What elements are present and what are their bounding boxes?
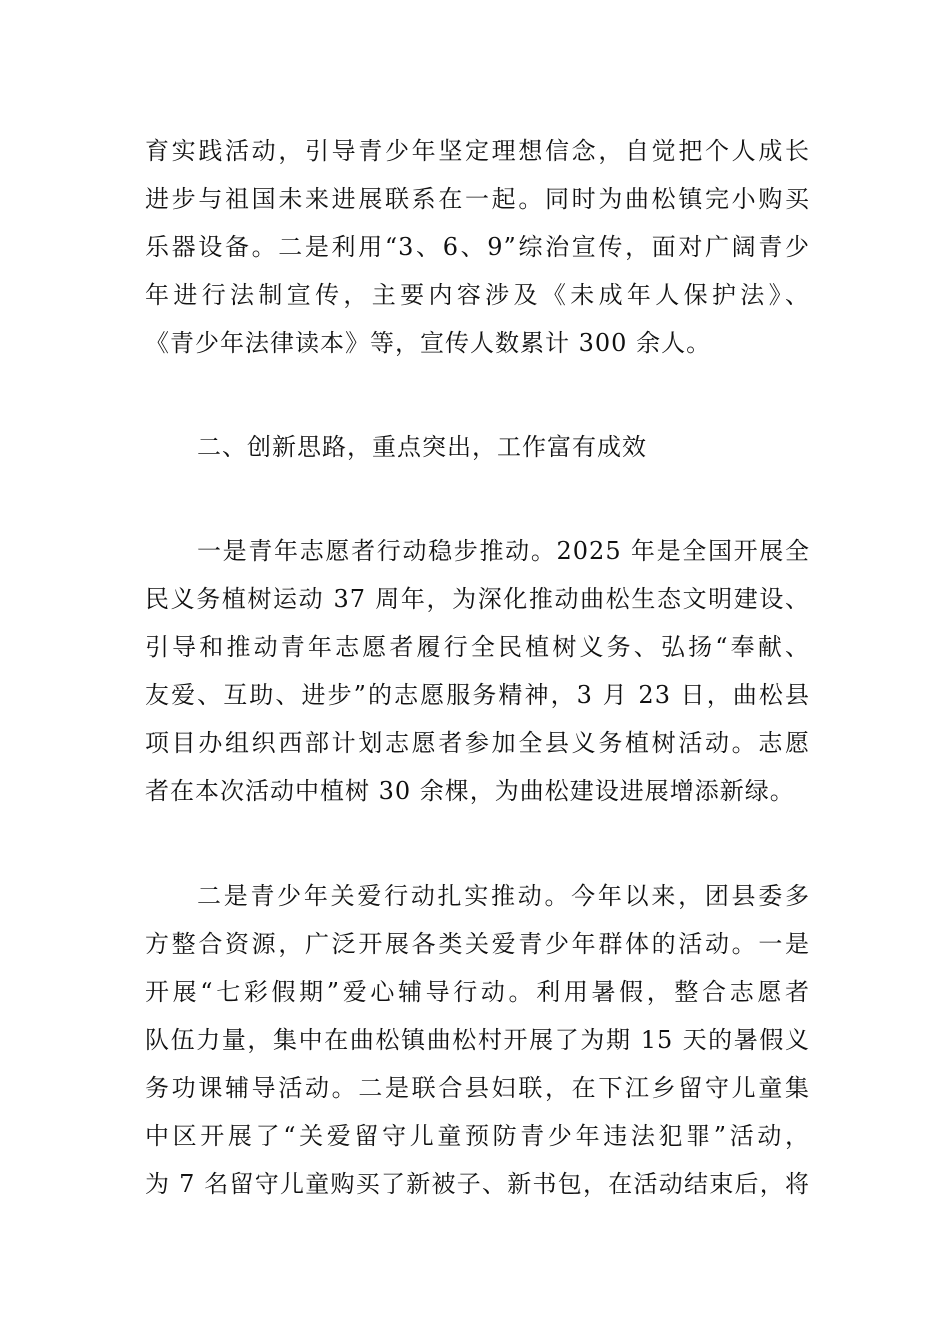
paragraph-line: 《青少年法律读本》等，宣传人数累计 300 余人。 xyxy=(145,329,712,357)
paragraph-line: 友爱、互助、进步”的志愿服务精神，3 月 23 日，曲松县 xyxy=(145,681,810,709)
paragraph-line: 引导和推动青年志愿者履行全民植树义务、弘扬“奉献、 xyxy=(145,633,810,661)
paragraph-line: 项目办组织西部计划志愿者参加全县义务植树活动。志愿 xyxy=(145,729,810,757)
paragraph-line: 为 7 名留守儿童购买了新被子、新书包，在活动结束后，将 xyxy=(145,1170,810,1198)
paragraph-line: 育实践活动，引导青少年坚定理想信念，自觉把个人成长 xyxy=(145,137,810,165)
paragraph-line: 民义务植树运动 37 周年，为深化推动曲松生态文明建设、 xyxy=(145,585,810,613)
paragraph-line: 队伍力量，集中在曲松镇曲松村开展了为期 15 天的暑假义 xyxy=(145,1026,810,1054)
paragraph-line: 进步与祖国未来进展联系在一起。同时为曲松镇完小购买 xyxy=(145,185,810,213)
heading-text: 二、创新思路，重点突出，工作富有成效 xyxy=(197,433,647,461)
section-heading xyxy=(145,423,810,471)
paragraph-line: 一是青年志愿者行动稳步推动。2025 年是全国开展全 xyxy=(197,537,810,565)
paragraph-line: 方整合资源，广泛开展各类关爱青少年群体的活动。一是 xyxy=(145,930,810,958)
paragraph-line: 二是青少年关爱行动扎实推动。今年以来，团县委多 xyxy=(197,882,810,910)
paragraph-line: 年进行法制宣传，主要内容涉及《未成年人保护法》、 xyxy=(145,281,810,309)
paragraph-line: 乐器设备。二是利用“3、6、9”综治宣传，面对广阔青少 xyxy=(145,233,810,261)
paragraph-line: 务功课辅导活动。二是联合县妇联，在下江乡留守儿童集 xyxy=(145,1074,810,1102)
paragraph-2 xyxy=(145,527,810,815)
paragraph-line: 开展“七彩假期”爱心辅导行动。利用暑假，整合志愿者 xyxy=(145,978,810,1006)
paragraph-1 xyxy=(145,127,810,367)
paragraph-line: 中区开展了“关爱留守儿童预防青少年违法犯罪”活动， xyxy=(145,1122,810,1150)
paragraph-line: 者在本次活动中植树 30 余棵，为曲松建设进展增添新绿。 xyxy=(145,777,795,805)
paragraph-3 xyxy=(145,872,810,1208)
